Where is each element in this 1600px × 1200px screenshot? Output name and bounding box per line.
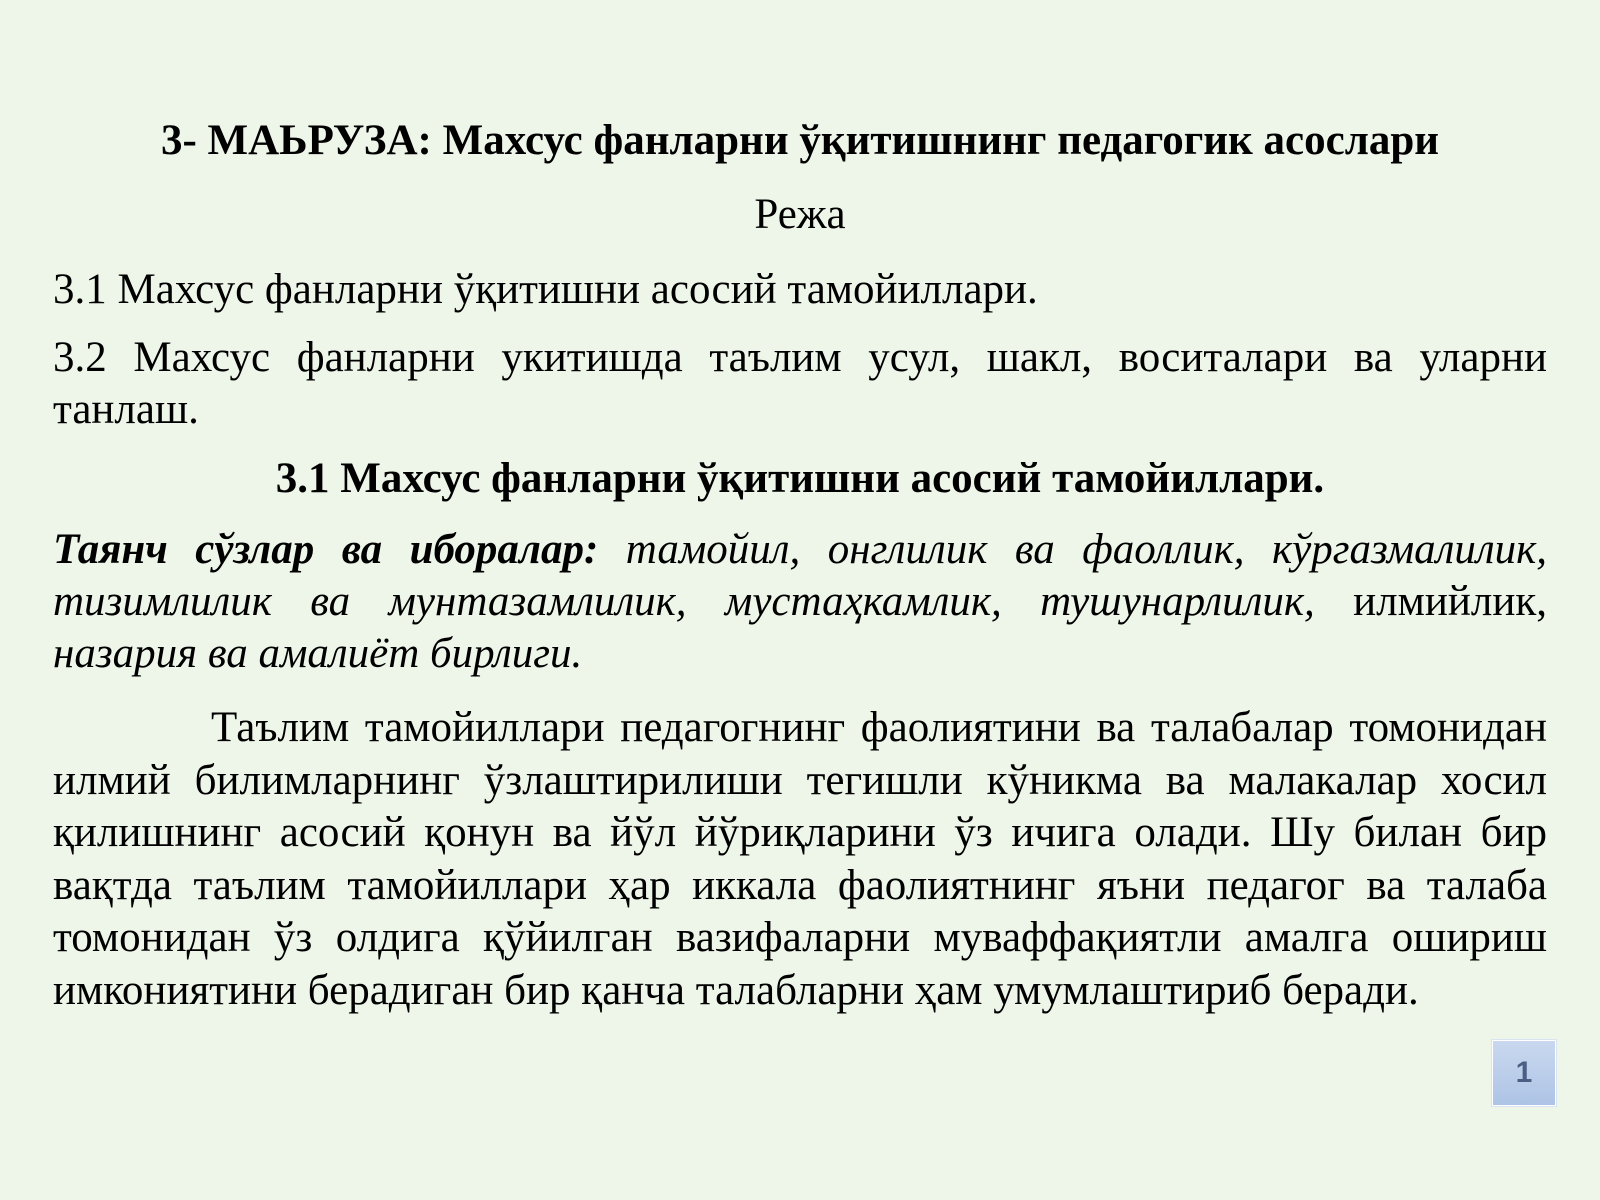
plan-item-2: 3.2 Махсус фанларни укитишда таълим усул, шакл, воситалари ва уларни танлаш. [53,334,1547,433]
keywords-text-italic-2: назария ва амалиёт бирлиги. [53,630,583,677]
plan-item-1: 3.1 Махсус фанларни ўқитишни асосий тамойиллари. [53,266,1038,313]
body-paragraph: Таълим тамойиллари педагогнинг фаолиятини ва талабалар томонидан илмий билимларнинг ўзлаштирилиши тегишли кўникма ва малакалар хосил қилишнинг асосий қонун ва йўл йўриқларини ўз ичига олади. Шу билан бир вақтда таълим тамойиллари ҳар иккала фаолиятнинг яъни педагог ва талаба томонидан ўз олдига қўйилган вазифаларни муваффақиятли амалга ошириш имкониятини берадиган бир қанча талабларни ҳам умумлаштириб беради. [53,704,1547,1014]
keywords-label: Таянч сўзлар ва иборалар: [53,526,599,573]
keywords-text-italic-1: тамойил, онглилик ва фаоллик, кўргазмалилик, тизимлилик ва мунтазамлилик, мустаҳкамлик, тушунарлилик, [53,526,1547,625]
page-number-badge: 1 [1492,1040,1556,1106]
slide-title: 3- МАЬРУЗА: Махсус фанларни ўқитишнинг педагогик асослари [160,117,1440,164]
section-heading: 3.1 Махсус фанларни ўқитишни асосий тамойиллари. [275,455,1325,502]
keywords-paragraph [53,524,1547,680]
keywords-text-regular: илмийлик, [1314,578,1547,625]
slide-content [53,112,1547,1017]
plan-label: Режа [754,191,846,238]
